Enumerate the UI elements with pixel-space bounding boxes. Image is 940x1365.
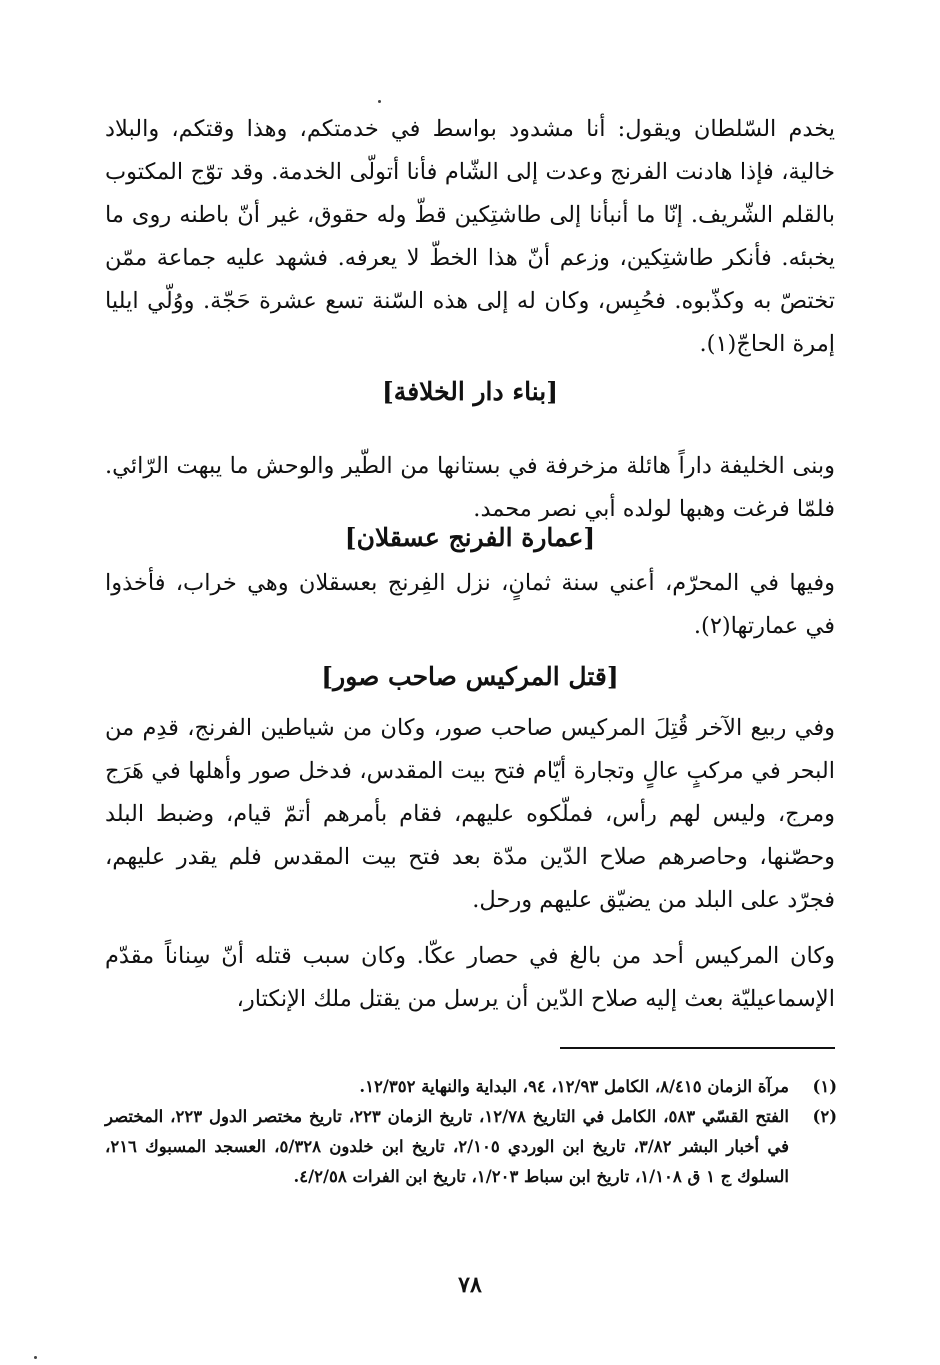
paragraph-3: وفيها في المحرّم، أعني سنة ثمانٍ، نزل الفِرنج بعسقلان وهي خراب، فأخذوا في عمارتها(٢). — [105, 570, 835, 639]
page-number: ٧٨ — [458, 1272, 482, 1298]
section-heading-ascalon: [عمارة الفرنج عسقلان] — [344, 523, 596, 552]
paragraph-2: وبنى الخليفة داراً هائلة مزخرفة في بستانها من الطّير والوحش ما يبهت الرّائي. فلمّا فرغت وهبها لولده أبي نصر محمد. — [105, 453, 835, 522]
section-heading-marquis: [قتل المركيس صاحب صور] — [321, 662, 619, 691]
section-heading-palace: [بناء دار الخلافة] — [381, 377, 559, 406]
footnote-1-text: مرآة الزمان ٨/٤١٥، الكامل ١٢/٩٣، ٩٤، البداية والنهاية ١٢/٣٥٢. — [359, 1077, 789, 1096]
footnote-2 — [105, 1102, 837, 1192]
paragraph-4-block — [105, 707, 835, 922]
paragraph-5: وكان المركيس أحد من بالغ في حصار عكّا. وكان سبب قتله أنّ سِناناً مقدّم الإسماعيليّة بعث إليه صلاح الدّين أن يرسل من يقتل ملك الإنكتار، — [105, 943, 835, 1012]
heading-1-block — [105, 372, 835, 412]
paragraph-4: وفي ربيع الآخر قُتِلَ المركيس صاحب صور، وكان من شياطين الفرنج، قدِم من البحر في مركبٍ عالٍ وتجارة أيّام فتح بيت المقدس، فدخل صور وأهلها في هَرَج ومرج، وليس لهم رأس، فملّكوه عليهم، فقام بأمرهم أتمّ قيام، وضبط البلد وحصّنها، وحاصرهم صلاح الدّين مدّة بعد فتح بيت المقدس فلم يقدر عليهم، فجرّد على البلد من يضيّق عليهم ورحل. — [105, 715, 835, 913]
footnote-1-number: (١) — [812, 1077, 837, 1096]
footnotes — [105, 1072, 837, 1192]
paragraph-1-block — [105, 108, 835, 366]
paragraph-5-block — [105, 935, 835, 1021]
paragraph-3-block — [105, 562, 835, 648]
footnote-2-number: (٢) — [812, 1107, 837, 1126]
footnote-separator — [560, 1047, 835, 1049]
heading-3-block — [105, 657, 835, 697]
heading-2-block — [105, 518, 835, 558]
scan-speck — [378, 100, 381, 103]
footnote-1 — [105, 1072, 837, 1102]
footnote-2-text: الفتح القسّي ٥٨٣، الكامل في التاريخ ١٢/٧٨، تاريخ الزمان ٢٢٣، تاريخ مختصر الدول ٢٢٣، المختصر في أخبار البشر ٣/٨٢، تاريخ ابن الوردي ٢/١٠٥، تاريخ ابن خلدون ٥/٣٢٨، العسجد المسبوك ٢١٦، السلوك ج ١ ق ١/١٠٨، تاريخ ابن سباط ١/٢٠٣، تاريخ ابن الفرات ٤/٢/٥٨. — [105, 1107, 790, 1186]
scan-speck — [34, 1356, 37, 1359]
paragraph-1: يخدم السّلطان ويقول: أنا مشدود بواسط في خدمتكم، وهذا وقتكم، والبلاد خالية، فإذا هادنت الفرنج وعدت إلى الشّام فأنا أتولّى الخدمة. وقد توّج المكتوب بالقلم الشّريف. إنّا ما أنبأنا إلى طاشتِكين قطّ وله حقوق، غير أنّ باطنه روى ما يخبئه. فأنكر طاشتِكين، وزعم أنّ هذا الخطّ لا يعرفه. فشهد عليه جماعة ممّن تختصّ به وكذّبوه. فحُبِس، وكان له إلى هذه السّنة تسع عشرة حَجّة. ووُلّي ايليا إمرة الحاجّ(١). — [105, 116, 835, 357]
